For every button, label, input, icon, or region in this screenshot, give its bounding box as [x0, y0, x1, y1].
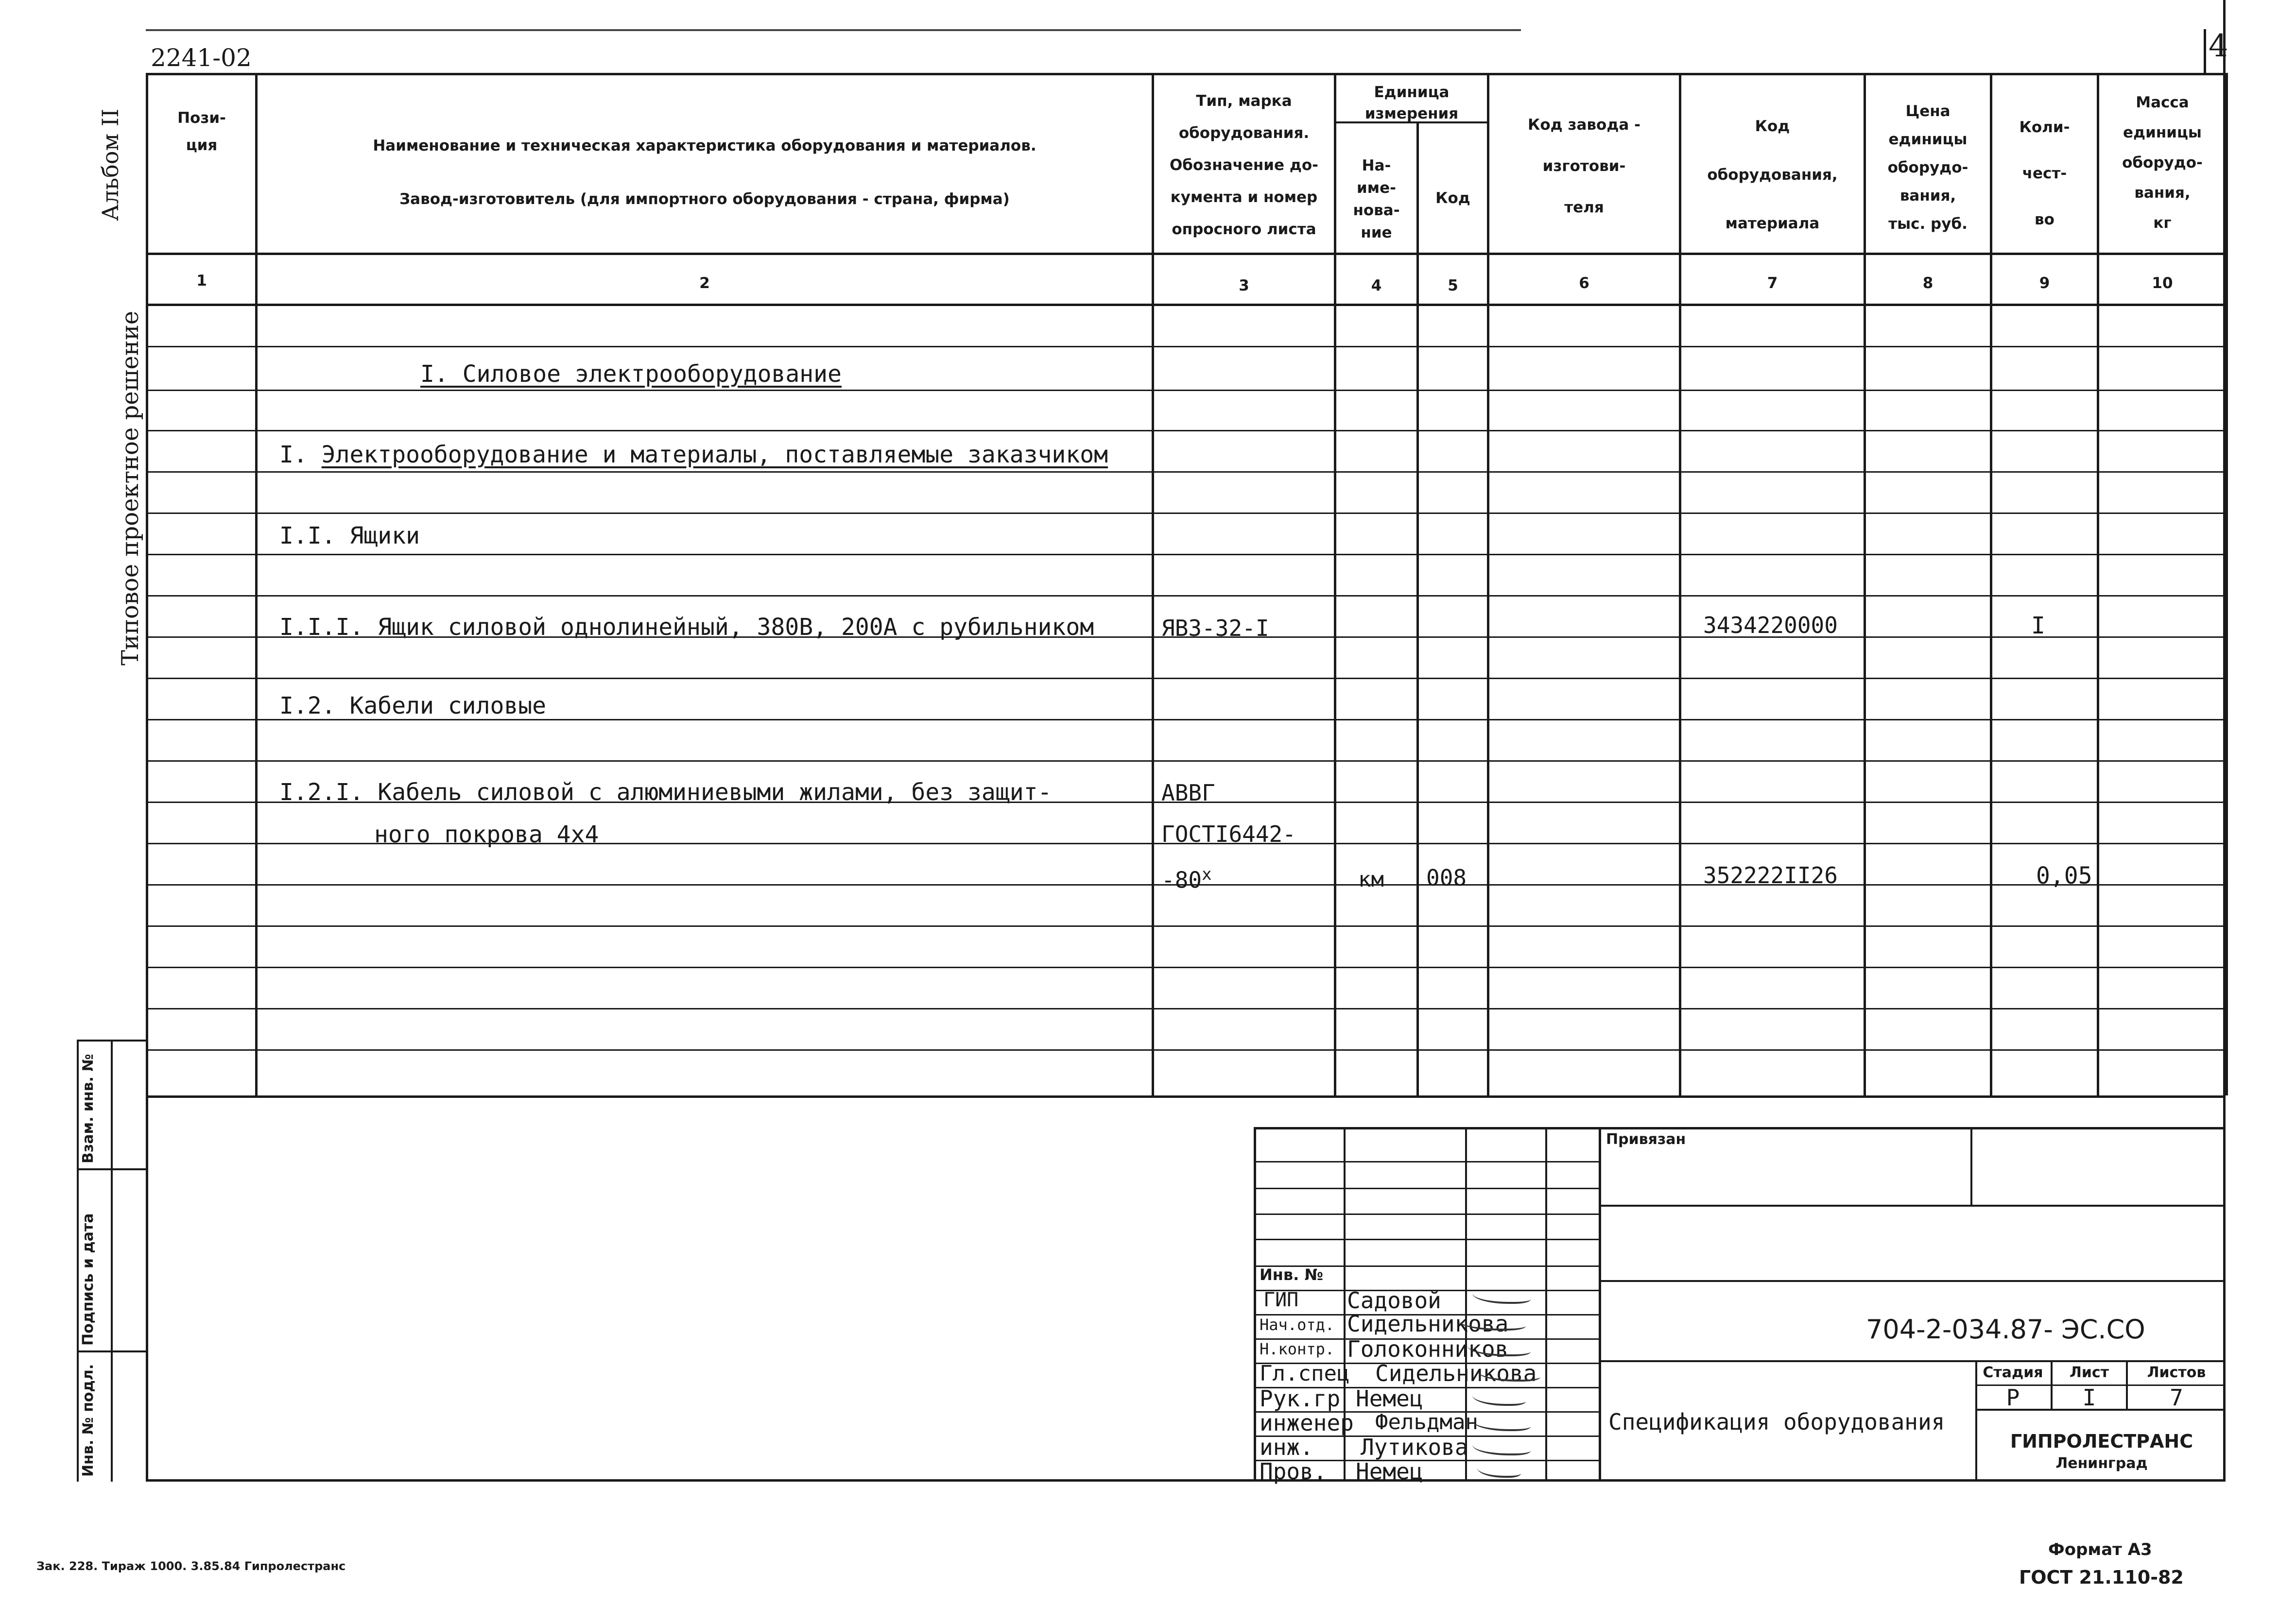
header-unit: Единица измерения: [1364, 84, 1459, 122]
col-num: 3: [1239, 277, 1249, 294]
attached-label: Привязан: [1606, 1131, 1686, 1148]
staff-name: Немец: [1356, 1385, 1423, 1412]
item-quantity: 0,05: [2036, 862, 2092, 889]
header-type: Тип, марка оборудования. Обозначение до- кумента и номер опросного листа: [1169, 92, 1319, 238]
col-num: 8: [1922, 274, 1933, 292]
item-type: ЯВЗ-32-I: [1161, 615, 1269, 641]
header-unit-code: Код: [1435, 189, 1470, 207]
organization-city: Ленинград: [2055, 1455, 2148, 1472]
staff-role: ГИП: [1263, 1289, 1299, 1311]
series-label: Типовое проектное решение: [117, 310, 144, 666]
header-quantity: Коли- чест- во: [2019, 119, 2070, 228]
page-number: 4: [2209, 28, 2228, 64]
item-equipment-code: 352222II26: [1703, 862, 1838, 888]
stamp-replace-inv: Взам. инв. №: [80, 1054, 97, 1163]
staff-role: Н.контр.: [1260, 1340, 1335, 1358]
inv-label: Инв. №: [1260, 1265, 1323, 1284]
item-quantity: I: [2031, 612, 2045, 639]
group-heading-boxes: I.I. Ящики: [279, 522, 420, 549]
header-equipment-code: Код оборудования, материала: [1707, 118, 1838, 232]
staff-role: Гл.спец: [1260, 1361, 1350, 1386]
col-num: 5: [1448, 277, 1458, 294]
staff-name: Сидельникова: [1375, 1360, 1537, 1386]
signature-mark: [1477, 1462, 1521, 1478]
staff-role: Пров.: [1260, 1458, 1327, 1485]
print-info: Зак. 228. Тираж 1000. 3.85.84 Гипролестранс: [36, 1559, 346, 1573]
col-num: 6: [1579, 274, 1589, 292]
header-price: Цена единицы оборудо- вания, тыс. руб.: [1887, 103, 1968, 233]
section-heading: I. Силовое электрооборудование: [420, 360, 842, 388]
header-unit-name: На- име- нова- ние: [1353, 157, 1400, 241]
stage-value: Р: [2006, 1384, 2020, 1411]
subsection-heading-text: Электрооборудование и материалы, поставляемые заказчиком: [321, 441, 1108, 468]
item-name-continued: ного покрова 4х4: [374, 821, 599, 848]
signature-mark: [1472, 1415, 1531, 1431]
header-name: Наименование и техническая характеристика оборудования и материалов. Завод-изготовитель (для импортного оборудования - страна, фирма): [373, 137, 1036, 208]
staff-role: инж.: [1260, 1434, 1313, 1460]
sheets-value: 7: [2170, 1384, 2183, 1411]
header-position: Пози- ция: [177, 109, 226, 154]
format-label: Формат А3: [2048, 1540, 2152, 1559]
staff-name: Немец: [1356, 1458, 1423, 1485]
gost-label: ГОСТ 21.110-82: [2019, 1567, 2184, 1588]
organization-name: ГИПРОЛЕСТРАНС: [2010, 1431, 2193, 1452]
col-num: 7: [1767, 274, 1778, 292]
item-type-standard: -80$^x$: [1161, 865, 1212, 893]
signature-mark: [1472, 1389, 1526, 1406]
album-label: Альбом II: [97, 108, 123, 221]
staff-name: Голоконников: [1347, 1336, 1509, 1362]
stamp-original-inv: Инв. № подл.: [80, 1364, 97, 1477]
doc-number: 2241-02: [151, 44, 252, 72]
staff-name: Сидельникова: [1347, 1311, 1509, 1337]
staff-name: Фельдман: [1375, 1410, 1478, 1435]
document-title: Спецификация оборудования: [1608, 1409, 1945, 1435]
header-factory-code: Код завода - изготови- теля: [1528, 116, 1640, 216]
staff-role: Нач.отд.: [1260, 1316, 1335, 1334]
group-heading-cables: I.2. Кабели силовые: [279, 692, 547, 719]
signature-mark: [1472, 1439, 1531, 1455]
staff-name: Лутикова: [1361, 1434, 1468, 1460]
subsection-heading: I. Электрооборудование и материалы, поставляемые заказчиком: [279, 441, 1108, 468]
col-num: 4: [1371, 277, 1382, 294]
sheet-value: I: [2082, 1384, 2096, 1411]
col-num: 1: [196, 272, 207, 290]
item-name: I.2.I. Кабель силовой с алюминиевыми жилами, без защит-: [279, 779, 1052, 806]
signature-mark: [1472, 1287, 1531, 1304]
col-num: 10: [2152, 274, 2173, 292]
sheet-label: Лист: [2069, 1364, 2109, 1381]
staff-name: Садовой: [1347, 1287, 1441, 1314]
item-unit-code: 008: [1426, 865, 1467, 891]
col-num: 9: [2039, 274, 2050, 292]
item-type-continued: ГОСТI6442-: [1161, 821, 1296, 847]
item-type: АВВГ: [1161, 780, 1215, 806]
item-name: I.I.I. Ящик силовой однолинейный, 380В, 200А с рубильником: [279, 614, 1094, 641]
stamp-signature-date: Подпись и дата: [80, 1213, 97, 1346]
header-mass: Масса единицы оборудо- вания, кг: [2122, 94, 2203, 232]
sheets-label: Листов: [2147, 1364, 2206, 1381]
staff-role: инженер: [1260, 1410, 1354, 1436]
col-num: 2: [699, 274, 710, 292]
item-unit: км: [1358, 867, 1384, 892]
item-equipment-code: 3434220000: [1703, 612, 1838, 638]
stage-label: Стадия: [1983, 1364, 2043, 1381]
staff-role: Рук.гр: [1260, 1385, 1341, 1412]
document-designation: 704-2-034.87- ЭС.СО: [1866, 1314, 2145, 1345]
